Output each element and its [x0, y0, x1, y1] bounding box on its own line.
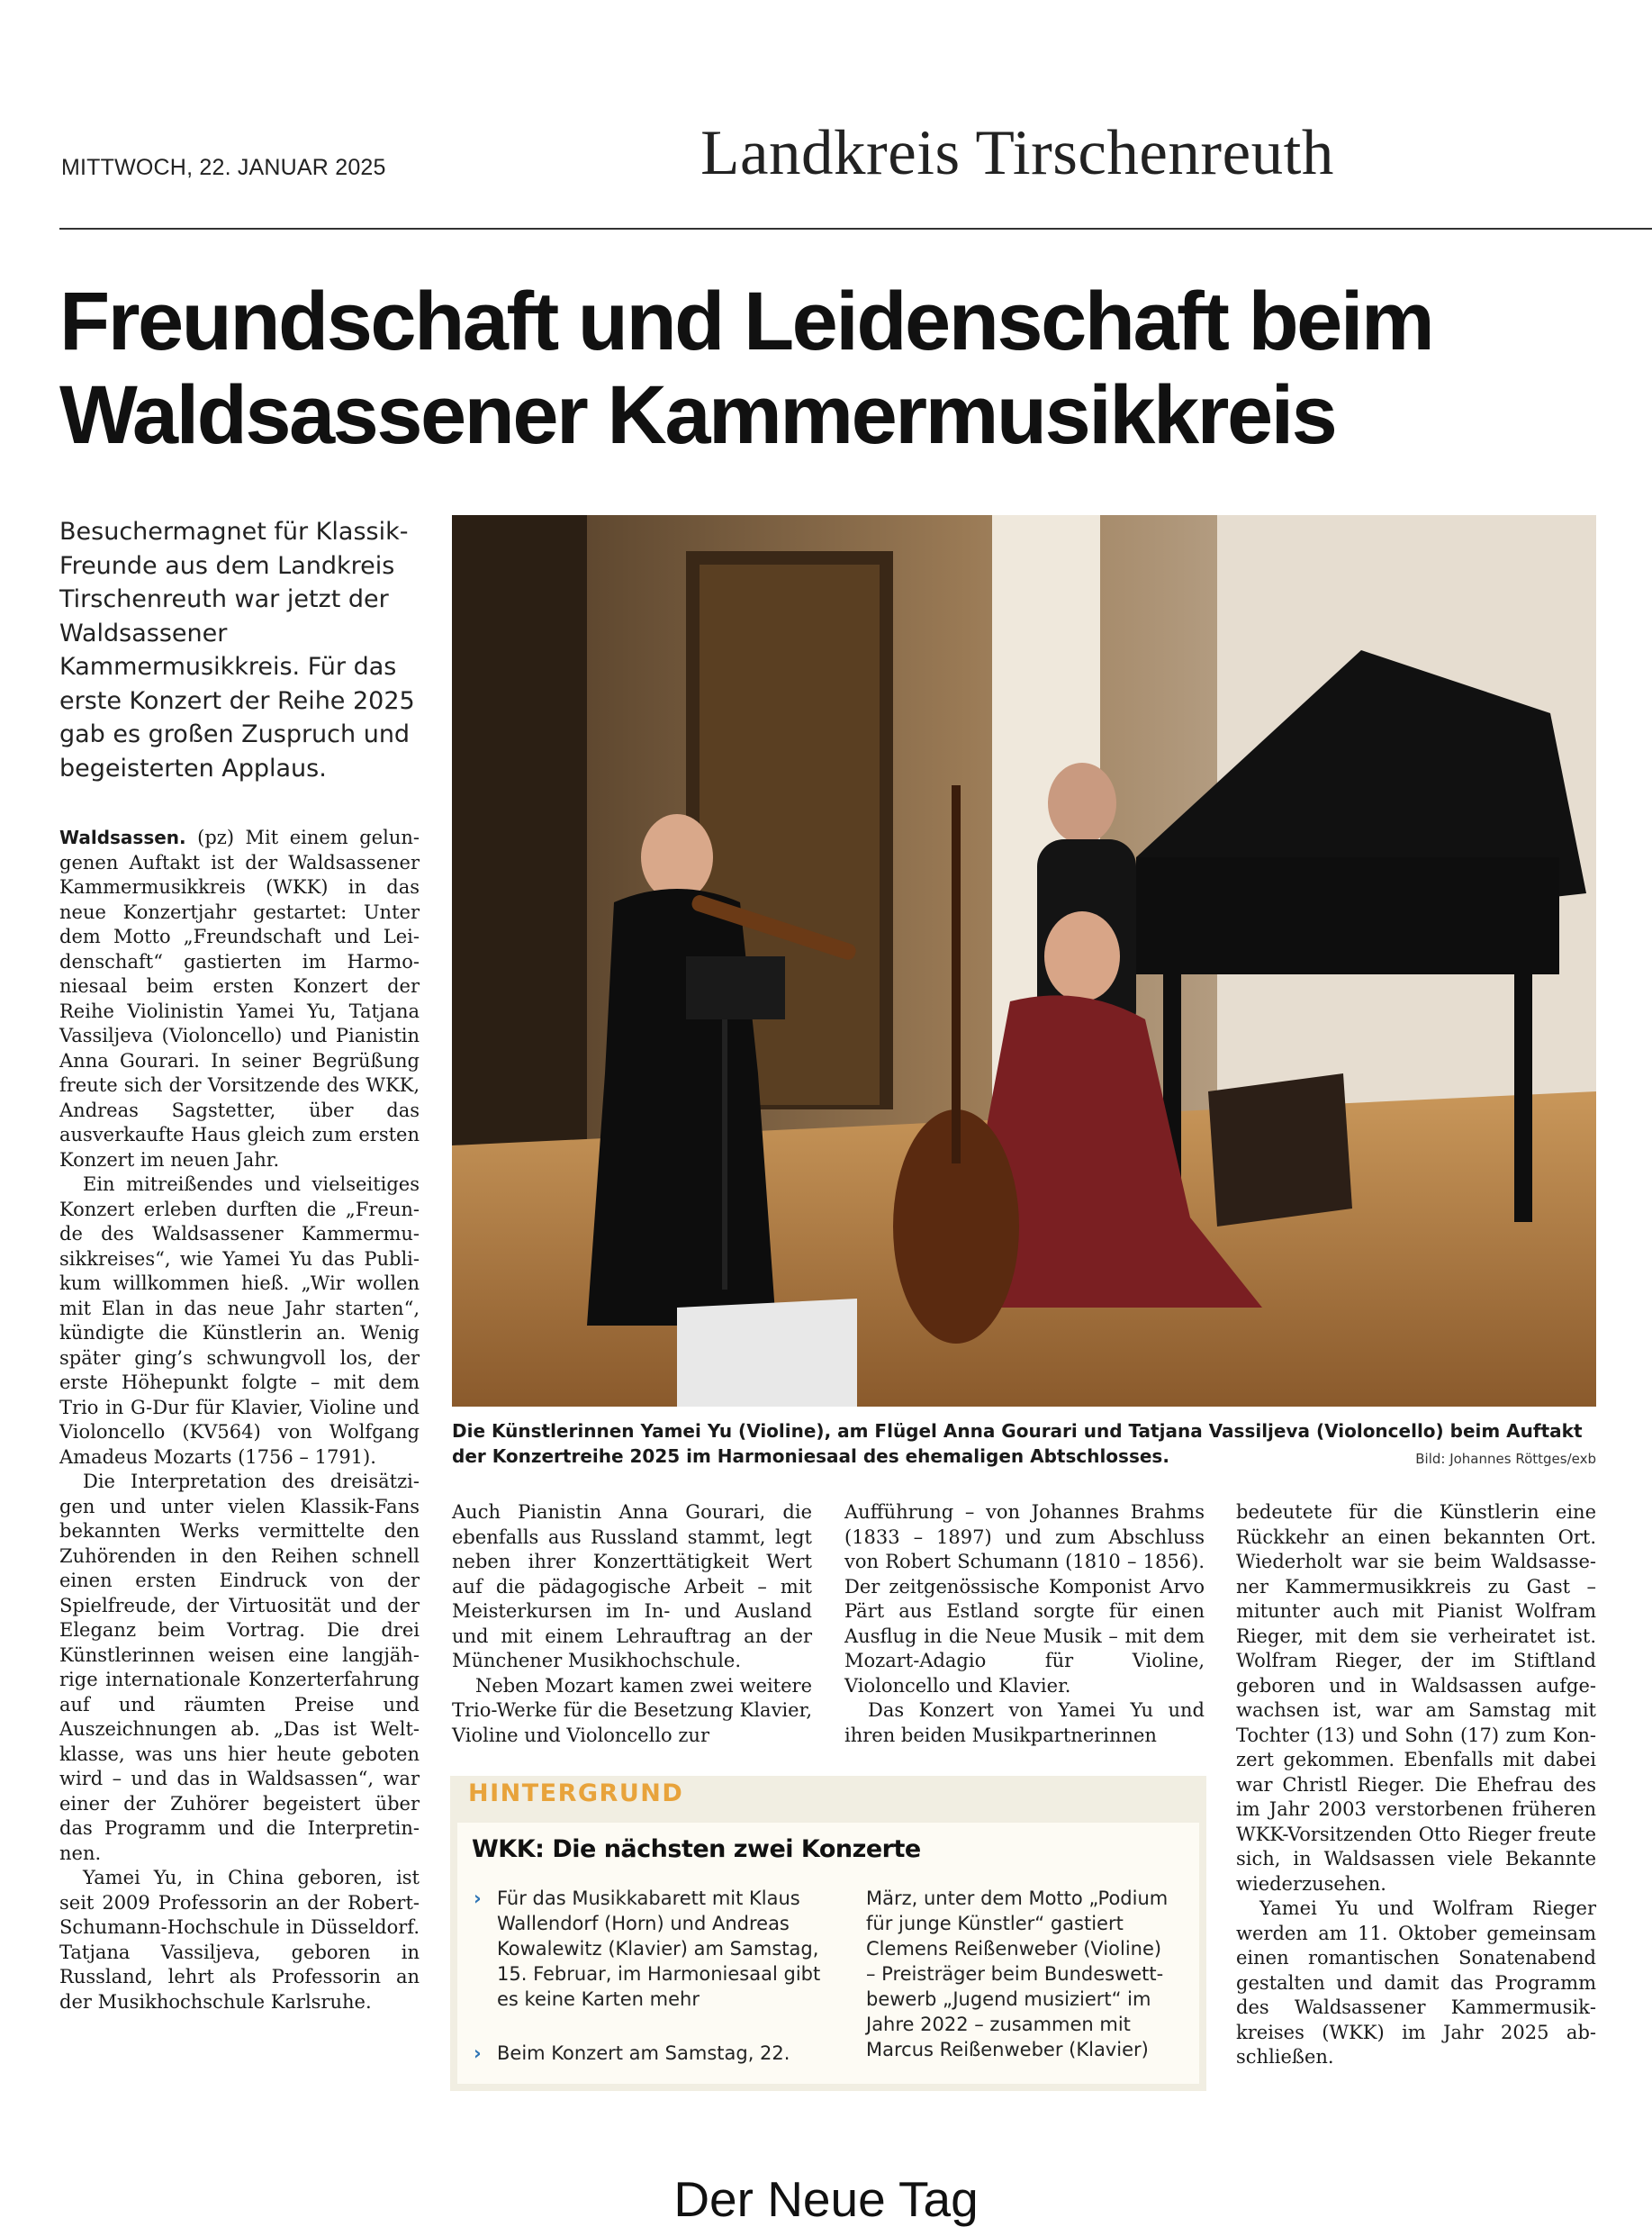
chevron-right-icon: › [474, 2042, 482, 2064]
article-paragraph: Die Interpretation des dreisätzigen und unter vielen Klassik-Fans bekannten Werks vermittelte den Zuhörenden in den Reihen schnell einen ersten Eindruck von der Spielfreude, der Virtuosität und der Eleganz beim Vortrag. Die drei Künstlerinnen weisen eine langjährige internationale Konzerterfahrung auf und räumten Preise und Auszeichnungen ab. „Das ist Weltklasse, was uns hier heute geboten wird – und das in Waldsassen“, war einer der Zuhörer begeistert über das Programm und die Interpretinnen. [59, 1471, 420, 1864]
article-column-3 [844, 1500, 1205, 1748]
article-paragraph: Auch Pianistin Anna Gourari, die ebenfalls aus Russland stammt, legt neben ihrer Konzerttätigkeit Wert auf die pädagogische Arbeit – mit Meisterkursen im In- und Ausland und mit einem Lehrauftrag an der Münchener Musikhochschule. [452, 1501, 812, 1671]
article-paragraph: Das Konzert von Yamei Yu und ihren beiden Musikpartnerinnen [844, 1699, 1205, 1746]
article-headline [59, 275, 1626, 462]
infobox-bullet [474, 1886, 821, 2012]
article-paragraph: Yamei Yu, in China geboren, ist seit 2009 Professorin an der Robert-Schumann-Hochschule in Düsseldorf. Tatjana Vassiljeva, geboren in Russland, lehrt als Professorin an der Musikhochschule Karlsruhe. [59, 1867, 420, 2013]
headline-line-1: Freundschaft und Leidenschaft beim [59, 276, 1433, 367]
article-paragraph: Ein mitreißendes und vielseitiges Konzert erleben durften die „Freunde des Waldsassener Kammermusikkreises“, wie Yamei Yu das Publikum willkommen hieß. „Wir wollen mit Elan in das neue Jahr starten“, kündigte die Künstlerin an. Wenig später ging’s schwungvoll los, der erste Höhepunkt folgte – mit dem Trio in G-Dur für Klavier, Violine und Violoncello (KV564) von Wolfgang Amadeus Mozarts (1756 – 1791). [59, 1173, 420, 1468]
infobox-kicker: HINTERGRUND [468, 1779, 684, 1807]
headline-line-2: Waldsassener Kammermusikkreis [59, 369, 1336, 461]
article-paragraph: Aufführung – von Johannes Brahms (1833 – 1897) und zum Abschluss von Robert Schumann (1810 – 1856). Der zeitgenössische Komponist Arvo Pärt aus Estland sorgte für einen Ausflug in die Neue Musik – mit dem Mozart-Adagio für Violine, Violoncello und Klavier. [844, 1501, 1205, 1697]
bullet-text: Beim Konzert am Samstag, 22. [497, 2042, 790, 2064]
paragraph-text: (pz) Mit einem gelungenen Auftakt ist der Waldsassener Kammermusikkreis (WKK) in das neue Konzertjahr gestartet: Unter dem Motto „Freundschaft und Leidenschaft“ gastierten im Harmoniesaal beim ersten Konzert der Reihe Violinistin Yamei Yu, Tatjana Vassiljeva (Violoncello) und Pianistin Anna Gourari. In seiner Begrüßung freute sich der Vorsitzende des WKK, Andreas Sagstetter, über das ausverkaufte Haus gleich zum ersten Konzert im neuen Jahr. [59, 827, 420, 1171]
header-rule [59, 228, 1652, 230]
issue-date: MITTWOCH, 22. JANUAR 2025 [61, 155, 386, 180]
article-lead: Besuchermagnet für Klassik-Freunde aus dem Landkreis Tirschenreuth war jetzt der Waldsassener Kammermusikkreis. Für das erste Konzert der Reihe 2025 gab es großen Zuspruch und begeisterten Applaus. [59, 518, 415, 783]
concert-photo [452, 515, 1596, 1407]
background-infobox [450, 1776, 1206, 2091]
article-column-2 [452, 1500, 812, 1748]
article-paragraph: Neben Mozart kamen zwei weitere Trio-Werke für die Besetzung Klavier, Violine und Violoncello zur [452, 1674, 812, 1746]
chevron-right-icon: › [474, 1887, 482, 1909]
photo-credit: Bild: Johannes Röttges/exb [1415, 1451, 1596, 1467]
infobox-title: WKK: Die nächsten zwei Konzerte [472, 1835, 921, 1863]
dateline-location: Waldsassen. [59, 827, 186, 848]
bullet-text: Für das Musikkabarett mit Klaus Wallendorf (Horn) und Andreas Kowalewitz (Klavier) am Samstag, 15. Februar, im Harmoniesaal gibt es keine Karten mehr [497, 1887, 821, 2010]
infobox-bullet [474, 2041, 821, 2066]
photo-caption: Die Künstlerinnen Yamei Yu (Violine), am Flügel Anna Gourari und Tatjana Vassiljeva (Violoncello) beim Auftakt der Konzertreihe 2025 im Harmoniesaal des ehemaligen Abtschlosses. [452, 1420, 1583, 1467]
section-title: Landkreis Tirschenreuth [700, 118, 1334, 188]
concert-photo-illustration [452, 515, 1596, 1407]
article-column-4 [1236, 1500, 1596, 2070]
article-paragraph [59, 826, 420, 1172]
publication-name: Der Neue Tag [673, 2171, 979, 2227]
article-column-1 [59, 826, 420, 2014]
article-paragraph: Yamei Yu und Wolfram Rieger werden am 11. Oktober gemeinsam einen romantischen Sonatenabend gestalten und damit das Programm des Waldsassener Kammermusikkreises (WKK) im Jahr 2025 abschließen. [1236, 1897, 1596, 2068]
article-paragraph: bedeutete für die Künstlerin eine Rückkehr an einen bekannten Ort. Wiederholt war sie beim Waldsassener Kammermusikkreis zu Gast – mitunter auch mit Pianist Wolfram Rieger, mit dem sie verheiratet ist. Wolfram Rieger, der im Stiftland geboren und in Waldsassen aufgewachsen ist, war am Samstag mit Tochter (13) und Sohn (17) zum Konzert gekommen. Ebenfalls mit dabei war Christl Rieger. Die Ehefrau des im Jahr 2003 verstorbenen früheren WKK-Vorsitzenden Otto Rieger freute sich, in Waldsassen viele Bekannte wiederzusehen. [1236, 1501, 1596, 1895]
infobox-panel [457, 1823, 1199, 2084]
infobox-bullet-continuation: März, unter dem Motto „Podium für junge Künstler“ gastiert Clemens Reißenweber (Violine) – Preisträger beim Bundeswettbewerb „Jugend musiziert“ im Jahre 2022 – zusammen mit Marcus Reißenweber (Klavier) [866, 1887, 1169, 2060]
